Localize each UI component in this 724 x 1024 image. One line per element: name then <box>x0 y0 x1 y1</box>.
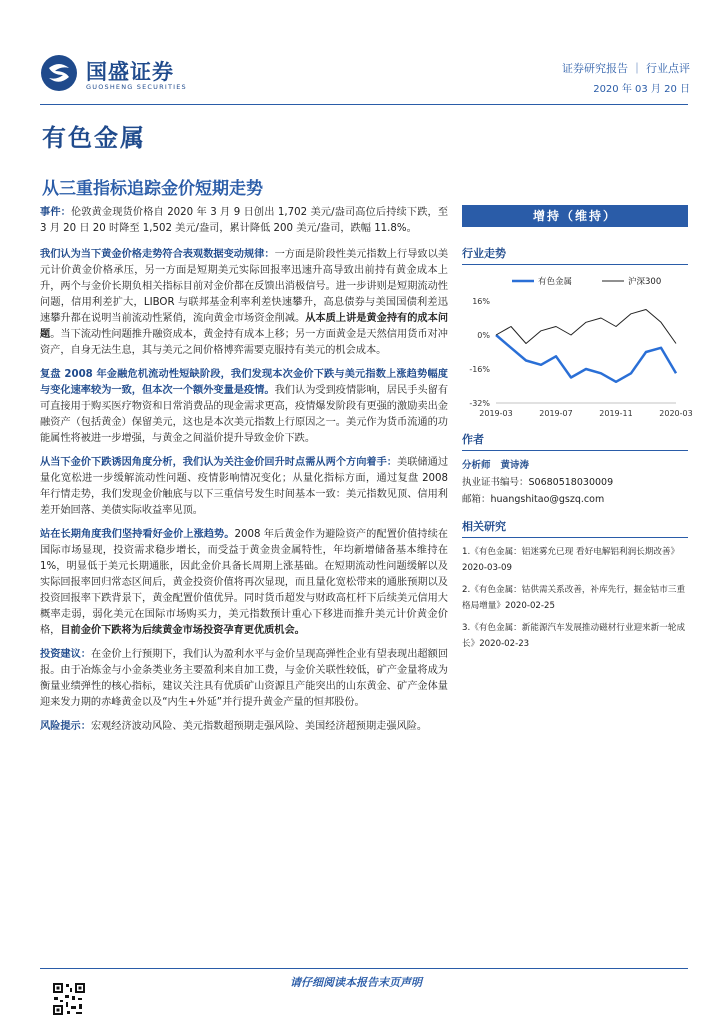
license-label: 执业证书编号： <box>462 477 529 488</box>
email-link[interactable]: huangshitao@gszq.com <box>490 494 605 505</box>
x-tick-label: 2019-11 <box>599 409 633 418</box>
footer-divider <box>40 968 688 969</box>
event-paragraph <box>40 205 448 237</box>
analyst-label: 分析师 <box>462 460 491 471</box>
paragraph-6 <box>40 719 448 735</box>
related-section-title: 相关研究 <box>462 518 688 538</box>
p1-tail: 。当下流动性问题推升融资成本，黄金持有成本上移；另一方面黄金是天然信用货币对冲资产，自身无法生息，其与美元之间价格博弈需要克服持有美元的机会成本。 <box>40 329 448 356</box>
series-line <box>496 310 676 344</box>
sector-title: 有色金属 <box>42 124 146 152</box>
x-tick-label: 2020-03 <box>659 409 693 418</box>
p3-lead: 从当下金价下跌诱因角度分析，我们认为关注金价回升时点需从两个方向着手： <box>40 457 398 468</box>
p5-text: 在金价上行预期下，我们认为盈利水平与金价呈现高弹性企业有望表现出超额回报。由于冶炼金与小金条类业务主要盈利来自加工费，与金价关联性较低，矿产金量将成为衡量业绩弹性的核心指标，建议关注具有优质矿山资源且产能突出的山东黄金、矿产金体量迎来发力期的赤峰黄金以及“内生+外延”并行提升黄金产量的恒邦股份。 <box>40 649 449 708</box>
footer-disclaimer: 请仔细阅读本报告末页声明 <box>290 976 422 989</box>
trend-chart-svg <box>462 271 693 421</box>
event-text: 伦敦黄金现货价格自 2020 年 3 月 9 日创出 1,702 美元/盎司高位后持续下跌，至 3 月 20 日 20 时降至 1,502 美元/盎司，累计降低 200 美元/盎司，跌幅 11.8%。 <box>40 207 449 234</box>
y-tick-label: -16% <box>469 365 490 374</box>
email-line <box>462 491 688 508</box>
qr-code-icon <box>52 982 86 1016</box>
x-tick-label: 2019-07 <box>539 409 573 418</box>
related-item-2[interactable]: 2.《有色金属：钴供需关系改善，补库先行，掘金钴市三重格局增量》2020-02-25 <box>462 585 686 611</box>
report-body <box>40 205 448 743</box>
paragraph-3 <box>40 455 448 519</box>
series-line <box>496 335 676 382</box>
p2-lead: 复盘 2008 年金融危机流动性短缺阶段，我们发现本次金价下跌与美元指数上涨趋势幅度与变化速率较为一致，但本次一个额外变量是疫情。 <box>40 369 448 396</box>
email-label: 邮箱： <box>462 494 491 505</box>
x-tick-label: 2019-03 <box>479 409 513 418</box>
report-title: 从三重指标追踪金价短期走势 <box>42 179 263 199</box>
p6-lead: 风险提示： <box>40 721 91 732</box>
paragraph-1 <box>40 247 448 359</box>
legend-label: 有色金属 <box>538 277 573 287</box>
logo-chinese-name: 国盛证券 <box>86 60 174 84</box>
p5-lead: 投资建议： <box>40 649 92 660</box>
license-line <box>462 474 688 491</box>
guosheng-logo-icon <box>40 54 78 92</box>
trend-section-title: 行业走势 <box>462 245 688 265</box>
company-logo <box>40 52 220 98</box>
report-header <box>40 52 690 102</box>
rating-badge: 增持（维持） <box>462 205 688 227</box>
p4-lead: 站在长期角度我们坚持看好金价上涨趋势。 <box>40 529 235 540</box>
p1-strong: 从本质上讲是黄金持有的成本问题 <box>40 313 449 340</box>
author-section-title: 作者 <box>462 431 688 451</box>
report-type: 证券研究报告 ｜ 行业点评 <box>562 62 690 75</box>
y-tick-label: -32% <box>469 399 490 408</box>
p2-text: 我们认为受到疫情影响，居民手头留有可直接用于购买医疗物资和日常消费品的现金需求更高，疫情爆发阶段有更强的激励卖出金融资产（包括黄金）保留美元，这也是本次美元指数上行原因之一。美元作为货币流通的功能属性将被进一步增强，与黄金之间溢价提升导致金价下跌。 <box>40 385 449 444</box>
analyst-line <box>462 457 688 474</box>
logo-english-name: GUOSHENG SECURITIES <box>86 83 187 91</box>
p3-text: 美联储通过量化宽松进一步缓解流动性问题、疫情影响情况变化；从量化指标方面，通过复盘 2008 年行情走势，我们发现金价触底与以下三重信号发生时间基本一致：美元指数见顶、信用利差开始回落、美债实际收益率见顶。 <box>40 457 449 516</box>
p4-strong: 目前金价下跌将为后续黄金市场投资孕育更优质机会。 <box>60 625 305 636</box>
p1-lead: 我们认为当下黄金价格走势符合表观数据变动规律： <box>40 249 275 260</box>
y-tick-label: 0% <box>477 331 490 340</box>
paragraph-2 <box>40 367 448 447</box>
p1-text: 一方面是阶段性美元指数上行导致以美元计价黄金价格承压，另一方面是短期美元实际回报率迅速升高导致出前持有黄金成本上升，两个与金价长期负相关指标目前对金价都在反馈出消极信号。进一步讲则是短期流动性问题，信用利差扩大，LIBOR 与联邦基金利率利差快速攀升，高息债券与美国国债利差迅速攀升都在说明当前流动性紧俏，流向黄金市场资金削减。 <box>40 249 449 324</box>
p6-text: 宏观经济波动风险、美元指数超预期走强风险、美国经济超预期走强风险。 <box>90 721 428 732</box>
paragraph-4 <box>40 527 448 639</box>
report-date: 2020 年 03 月 20 日 <box>593 84 690 95</box>
header-divider <box>40 104 688 105</box>
event-label: 事件： <box>40 207 71 218</box>
analyst-name: 黄诗涛 <box>500 460 530 471</box>
industry-trend-chart <box>462 271 693 421</box>
related-item-1[interactable]: 1.《有色金属：铝迷雾允已现 看好电解铝利润长期改善》2020-03-09 <box>462 547 680 573</box>
paragraph-5 <box>40 647 448 711</box>
related-item-3[interactable]: 3.《有色金属：新能源汽车发展推动磁材行业迎来新一轮成长》2020-02-23 <box>462 623 686 649</box>
p4-text: 2008 年后黄金作为避险资产的配置价值持续在国际市场显现，投资需求稳步增长，而受益于黄金贵金属特性，年均新增储备基本维持在 1%，明显低于美元长期通胀，因此金价具备长周期上涨基础。在短期流动性问题缓解以及实际回报率回归常态区间后，黄金投资价值将再次显现，而且量化宽松带来的通胀预期以及投资回报率下跌背景下，黄金配置价值优异。同时货币超发与财政高杠杆下后续美元信用大概率走弱，弱化美元在国际市场购买力，美元指数预计重心下移进而推升美元计价黄金价格， <box>40 529 448 636</box>
legend-label: 沪深300 <box>628 277 662 287</box>
y-tick-label: 16% <box>472 297 490 306</box>
license-number: S0680518030009 <box>528 477 614 488</box>
sidebar <box>462 205 693 658</box>
